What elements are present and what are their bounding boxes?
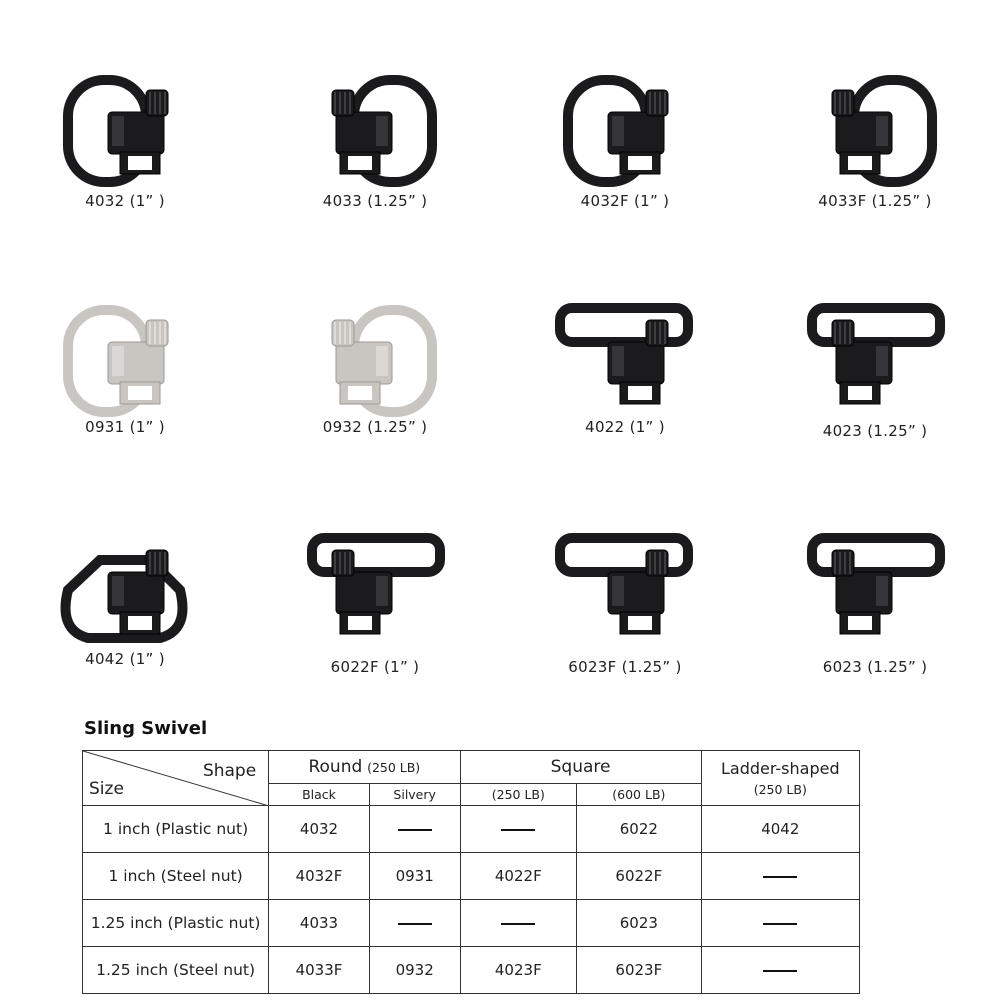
product-caption: 4032 (1” ): [85, 192, 165, 210]
not-available-dash: [398, 923, 432, 925]
table-title: Sling Swivel: [84, 718, 208, 739]
model-cell: [460, 806, 577, 853]
product-caption: 4033F (1.25” ): [818, 192, 932, 210]
product-caption: 6023F (1.25” ): [568, 658, 682, 676]
model-cell: 4042: [701, 806, 859, 853]
product-caption: 4032F (1” ): [580, 192, 670, 210]
model-cell: 4032: [269, 806, 370, 853]
size-cell: 1.25 inch (Plastic nut): [83, 900, 269, 947]
model-cell: [701, 853, 859, 900]
ladder-label: Ladder-shaped: [720, 759, 840, 778]
not-available-dash: [763, 923, 797, 925]
spec-table: [82, 750, 860, 994]
product-caption: 4042 (1” ): [85, 650, 165, 668]
model-cell: 4033F: [269, 947, 370, 994]
not-available-dash: [763, 970, 797, 972]
square-label: Square: [550, 757, 611, 777]
subheader-silvery: Silvery: [369, 784, 460, 806]
subheader-square-250: (250 LB): [460, 784, 577, 806]
model-cell: [369, 900, 460, 947]
model-cell: 4033: [269, 900, 370, 947]
model-cell: 6022: [577, 806, 702, 853]
not-available-dash: [398, 829, 432, 831]
size-cell: 1 inch (Plastic nut): [83, 806, 269, 853]
ladder-load-label: (250 LB): [753, 782, 807, 797]
round-label: Round: [308, 757, 363, 777]
table-row: [83, 806, 860, 853]
product-caption: 0932 (1.25” ): [322, 418, 428, 436]
model-cell: 4032F: [269, 853, 370, 900]
size-cell: 1.25 inch (Steel nut): [83, 947, 269, 994]
product-caption: 6022F (1” ): [330, 658, 420, 676]
table-row: [83, 900, 860, 947]
product-card: [250, 480, 500, 710]
product-caption: 4033 (1.25” ): [322, 192, 428, 210]
ladder-group-header: [701, 751, 859, 806]
product-card: [0, 250, 250, 480]
product-card: [750, 250, 1000, 480]
product-card: [500, 20, 750, 250]
product-card: [500, 250, 750, 480]
not-available-dash: [501, 923, 535, 925]
round-group-header: [269, 751, 460, 784]
product-card: [500, 480, 750, 710]
model-cell: 6023F: [577, 947, 702, 994]
subheader-square-600: (600 LB): [577, 784, 702, 806]
model-cell: [369, 806, 460, 853]
corner-shape-label: Shape: [202, 761, 257, 781]
product-card: [0, 480, 250, 710]
product-card: [250, 250, 500, 480]
product-card: [750, 480, 1000, 710]
model-cell: 6022F: [577, 853, 702, 900]
model-cell: 4022F: [460, 853, 577, 900]
subheader-black: Black: [269, 784, 370, 806]
model-cell: 6023: [577, 900, 702, 947]
product-caption: 0931 (1” ): [85, 418, 165, 436]
product-caption: 4022 (1” ): [585, 418, 665, 436]
table-row: [83, 947, 860, 994]
round-load-label: (250 LB): [367, 760, 421, 775]
model-cell: [701, 900, 859, 947]
corner-size-label: Size: [89, 779, 124, 799]
model-cell: 0932: [369, 947, 460, 994]
product-card: [0, 20, 250, 250]
model-cell: 4023F: [460, 947, 577, 994]
square-group-header: [460, 751, 701, 784]
product-caption: 6023 (1.25” ): [822, 658, 928, 676]
model-cell: [701, 947, 859, 994]
spec-table-body: [83, 806, 860, 994]
product-caption: 4023 (1.25” ): [822, 422, 928, 440]
model-cell: 0931: [369, 853, 460, 900]
not-available-dash: [501, 829, 535, 831]
product-card: [250, 20, 500, 250]
model-cell: [460, 900, 577, 947]
size-cell: 1 inch (Steel nut): [83, 853, 269, 900]
not-available-dash: [763, 876, 797, 878]
table-row: [83, 853, 860, 900]
corner-header-cell: [83, 751, 269, 806]
product-card: [750, 20, 1000, 250]
